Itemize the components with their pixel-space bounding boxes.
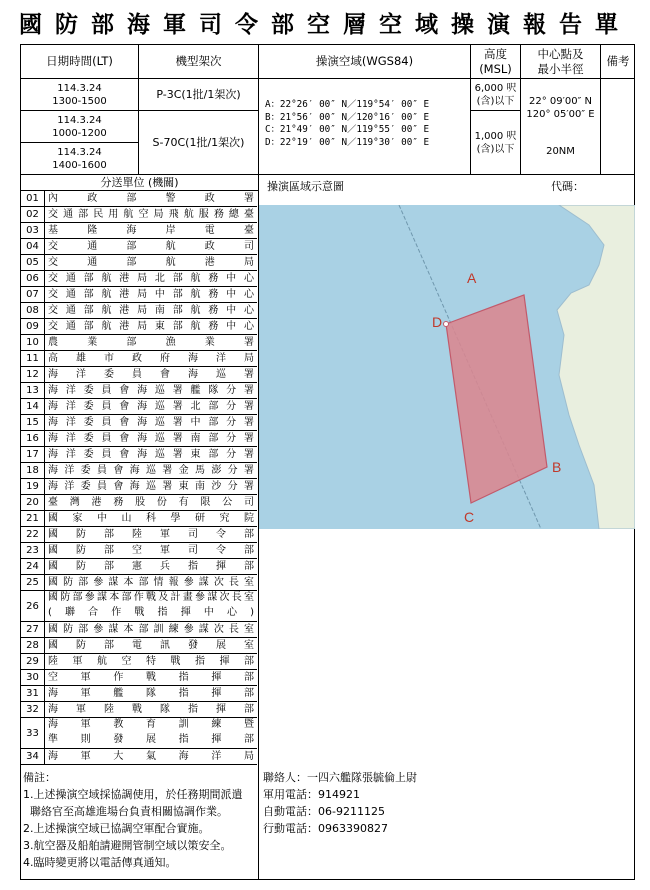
center-radius: 20NM [546,146,575,157]
unit-name: 海軍艦隊指揮部 [48,688,254,699]
contact-person: 聯絡人：一四六艦隊張毓倫上尉 [263,771,417,784]
unit-number: 22 [21,527,45,542]
unit-name: 海洋委員會海巡署東部分署 [48,449,254,460]
altitude-suffix: (含)以下 [476,143,515,155]
unit-number: 25 [21,575,45,590]
aircraft-1: P-3C(1批/1架次) [139,79,259,111]
airspace-point-c: C：21°49′ 00″ N／119°55′ 00″ E [265,124,430,135]
unit-name: 國家中山科學研究院 [48,513,254,524]
unit-name: 農業部漁業署 [48,337,254,348]
unit-number: 16 [21,431,45,446]
unit-row [21,463,257,479]
unit-number: 30 [21,670,45,685]
unit-number: 32 [21,702,45,717]
code-label: 代碼： [551,180,584,193]
map-point-c: C [464,509,475,525]
center-point [521,79,601,175]
report-frame [20,44,635,880]
unit-number: 08 [21,303,45,318]
header-datetime: 日期時間(LT) [21,45,139,79]
unit-row [21,319,257,335]
unit-name: 交通部航港局東部航務中心 [48,321,254,332]
unit-number: 04 [21,239,45,254]
note-line-3: 2.上述操演空域已協調空軍配合實施。 [23,822,210,835]
map-point-a: A [467,270,477,286]
header-airspace: 操演空域(WGS84) [259,45,471,79]
unit-number: 28 [21,638,45,653]
unit-name: 交通部航港局中部航務中心 [48,289,254,300]
unit-number: 06 [21,271,45,286]
unit-name: 基隆海岸電臺 [48,225,254,236]
unit-name: 陸軍航空特戰指揮部 [48,656,254,667]
unit-name: 海軍大氣海洋局 [48,751,254,762]
center-lat: 22° 09′00″ N [528,96,593,107]
unit-row [21,431,257,447]
notes-heading: 備註： [23,771,56,784]
unit-row [21,399,257,415]
unit-row [21,191,257,207]
header-altitude: 高度 (MSL) [471,45,521,79]
unit-row [21,335,257,351]
unit-row [21,670,257,686]
unit-name: 交通部航港局北部航務中心 [48,273,254,284]
unit-number: 33 [21,718,45,748]
unit-row [21,591,257,622]
schedule-2 [21,111,139,143]
altitude-value: 1,000 呎 [474,130,517,142]
unit-row [21,223,257,239]
unit-row [21,255,257,271]
unit-number: 20 [21,495,45,510]
unit-name: 國防部空軍司令部 [48,545,254,556]
unit-name: 海洋委員會海巡署北部分署 [48,401,254,412]
unit-number: 31 [21,686,45,701]
schedule-3 [21,143,139,175]
schedule-1 [21,79,139,111]
header-center: 中心點及 最小半徑 [521,45,601,79]
unit-row [21,447,257,463]
note-line-4: 3.航空器及船舶請避開管制空域以策安全。 [23,839,232,852]
notes-panel [21,767,259,880]
unit-name: 海洋委員會海巡署中部分署 [48,417,254,428]
unit-name: 空軍作戰指揮部 [48,672,254,683]
unit-row [21,749,257,765]
map-panel [259,175,635,767]
altitude-2 [471,111,521,175]
map-point-d: D [432,314,443,330]
schedule-date: 114.3.24 [57,146,102,158]
map-point-b: B [552,459,562,475]
remarks-cell [601,79,635,175]
unit-row [21,415,257,431]
unit-name: 海洋委員會海巡署 [48,369,254,380]
unit-number: 18 [21,463,45,478]
unit-number: 29 [21,654,45,669]
unit-number: 11 [21,351,45,366]
unit-number: 19 [21,479,45,494]
unit-number: 34 [21,749,45,764]
contact-mobile-phone: 行動電話：0963390827 [263,822,388,835]
note-line-1: 1.上述操演空域採協調使用，於任務期間派遣 [23,788,243,801]
unit-number: 14 [21,399,45,414]
unit-row [21,702,257,718]
map-label: 操演區域示意圖 [267,180,344,193]
note-line-5: 4.臨時變更將以電話傳真通知。 [23,856,177,869]
unit-name: 交通部航港局南部航務中心 [48,305,254,316]
unit-row [21,383,257,399]
unit-name: 高雄市政府海洋局 [48,353,254,364]
contact-panel [263,769,633,877]
unit-number: 10 [21,335,45,350]
unit-row [21,686,257,702]
altitude-1 [471,79,521,111]
aircraft-2: S-70C(1批/1架次) [139,111,259,175]
unit-number: 27 [21,622,45,637]
distribution-header: 分送單位 (機關) [21,175,259,191]
unit-row [21,638,257,654]
unit-name: 海洋委員會海巡署南部分署 [48,433,254,444]
unit-row [21,527,257,543]
unit-name: 國防部陸軍司令部 [48,529,254,540]
unit-name-line2: 準則發展指揮部 [48,734,254,745]
unit-number: 24 [21,559,45,574]
unit-row [21,367,257,383]
unit-name: 海洋委員會海巡署東南沙分署 [48,481,254,492]
unit-name: 國防部參謀本部作戰及計畫參謀次長室 [48,592,254,603]
unit-name: 臺灣港務股份有限公司 [48,497,254,508]
unit-row [21,575,257,591]
unit-number: 05 [21,255,45,270]
unit-name: 交通部民用航空局飛航服務總臺 [48,209,254,220]
unit-row [21,479,257,495]
report-title: 國防部海軍司令部空層空域操演報告單 [19,11,631,38]
unit-number: 13 [21,383,45,398]
airspace-point-d: D：22°19′ 00″ N／119°30′ 00″ E [265,136,430,148]
contact-auto-phone: 自動電話：06-9211125 [263,805,385,818]
unit-number: 02 [21,207,45,222]
unit-row [21,239,257,255]
unit-row [21,654,257,670]
unit-number: 01 [21,191,45,206]
altitude-value: 6,000 呎 [474,82,517,94]
schedule-time: 1400-1600 [52,159,107,171]
note-line-2: 聯絡官至高雄進場台負責相關協調作業。 [23,805,228,818]
unit-row [21,207,257,223]
unit-row [21,622,257,638]
schedule-time: 1300-1500 [52,95,107,107]
exercise-map [259,205,635,529]
airspace-points [259,79,471,175]
unit-number: 03 [21,223,45,238]
unit-row [21,718,257,749]
contact-military-phone: 軍用電話：914921 [263,788,360,801]
unit-name: 國防部憲兵指揮部 [48,561,254,572]
unit-name: 國防部參謀本部情報參謀次長室 [48,577,254,588]
schedule-date: 114.3.24 [57,114,102,126]
unit-name: 海軍教育訓練暨 [48,719,254,730]
distribution-list [21,191,259,767]
header-remarks: 備考 [601,45,635,79]
center-lon: 120° 05′00″ E [526,109,595,120]
unit-name: 內政部警政署 [48,193,254,204]
unit-row [21,271,257,287]
airspace-point-a: A：22°26′ 00″ N／119°54′ 00″ E [265,99,430,110]
unit-number: 09 [21,319,45,334]
unit-name: 國防部參謀本部訓練參謀次長室 [48,624,254,635]
unit-name: 海軍陸戰隊指揮部 [48,704,254,715]
point-d-marker [444,322,449,327]
unit-row [21,495,257,511]
unit-row [21,303,257,319]
unit-name: 國防部電訊發展室 [48,640,254,651]
unit-number: 21 [21,511,45,526]
unit-number: 26 [21,591,45,621]
unit-name: 海洋委員會海巡署金馬澎分署 [48,465,254,476]
unit-row [21,543,257,559]
airspace-point-b: B：21°56′ 00″ N／120°16′ 00″ E [265,111,430,123]
unit-name: 交通部航港局 [48,257,254,268]
unit-row [21,511,257,527]
unit-number: 07 [21,287,45,302]
unit-row [21,559,257,575]
unit-number: 12 [21,367,45,382]
unit-number: 15 [21,415,45,430]
unit-number: 23 [21,543,45,558]
unit-number: 17 [21,447,45,462]
altitude-suffix: (含)以下 [476,95,515,107]
header-aircraft: 機型架次 [139,45,259,79]
unit-name: 交通部航政司 [48,241,254,252]
schedule-date: 114.3.24 [57,82,102,94]
schedule-time: 1000-1200 [52,127,107,139]
unit-name-line2: (聯合作戰指揮中心) [48,607,254,618]
unit-row [21,287,257,303]
unit-name: 海洋委員會海巡署艦隊分署 [48,385,254,396]
unit-row [21,351,257,367]
